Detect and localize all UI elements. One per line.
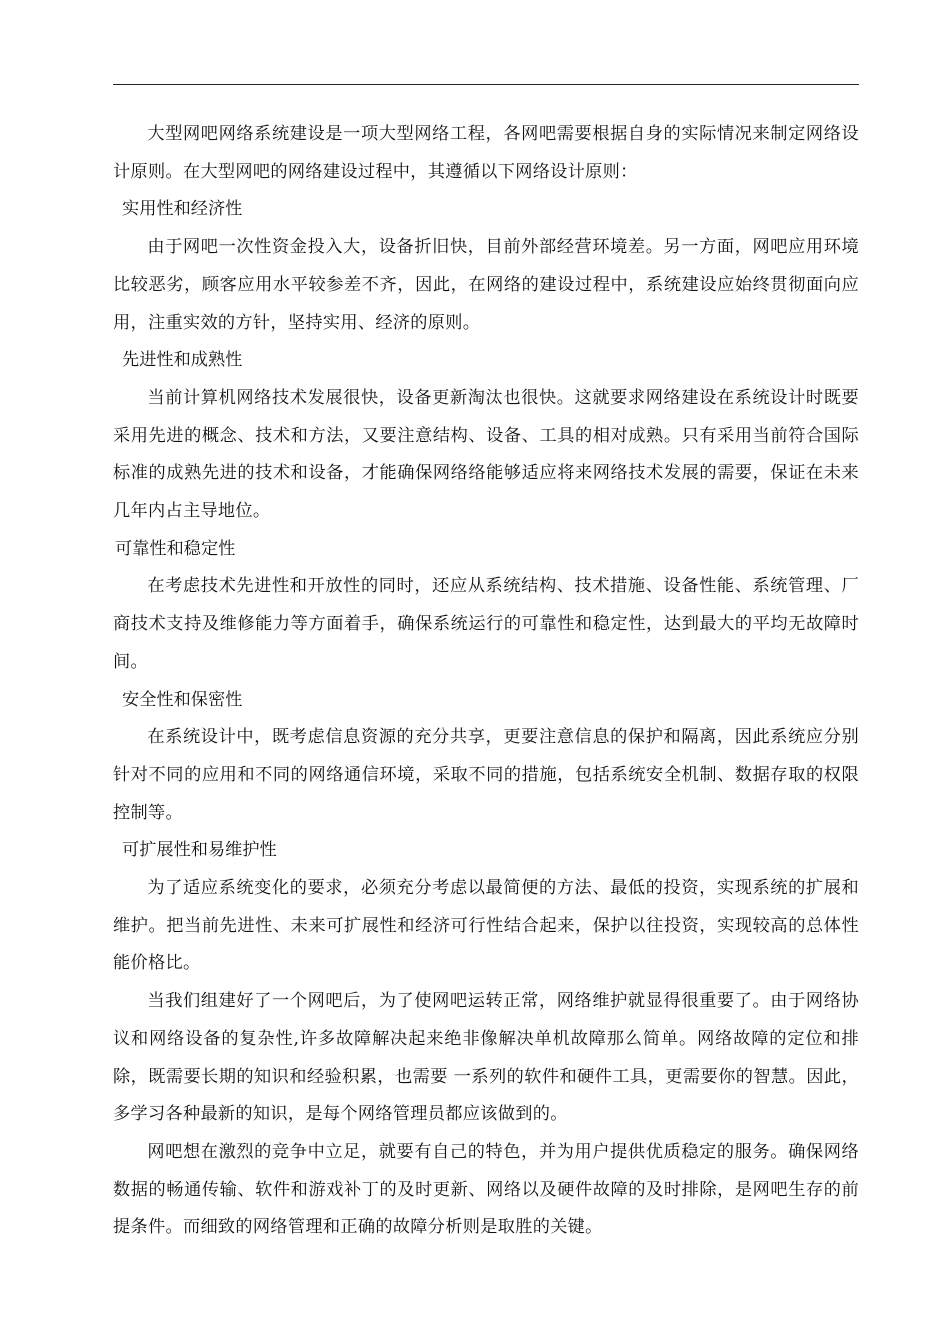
- closing-paragraph-competition: 网吧想在激烈的竞争中立足，就要有自己的特色，并为用户提供优质稳定的服务。确保网络数据的畅通传输、软件和游戏补丁的及时更新、网络以及硬件故障的及时排除，是网吧生存的前提条件。而细致的网络管理和正确的故障分析则是取胜的关键。: [113, 1141, 859, 1238]
- section-body-advancement: 当前计算机网络技术发展很快，设备更新淘汰也很快。这就要求网络建设在系统设计时既要采用先进的概念、技术和方法，又要注意结构、设备、工具的相对成熟。只有采用当前符合国际标准的成熟先进的技术和设备，才能确保网络络能够适应将来网络技术发展的需要，保证在未来几年内占主导地位。: [113, 387, 859, 522]
- section-heading-advancement: 先进性和成熟性: [122, 350, 243, 371]
- section-heading-reliability: 可靠性和稳定性: [115, 538, 236, 559]
- section-body-scalability: 为了适应系统变化的要求，必须充分考虑以最简便的方法、最低的投资，实现系统的扩展和维护。把当前先进性、未来可扩展性和经济可行性结合起来，保护以往投资，实现较高的总体性能价格比。: [113, 878, 859, 974]
- closing-paragraph-maintenance: 当我们组建好了一个网吧后，为了使网吧运转正常，网络维护就显得很重要了。由于网络协议和网络设备的复杂性,许多故障解决起来绝非像解决单机故障那么简单。网络故障的定位和排除，既需要长期的知识和经验积累，也需要 一系列的软件和硬件工具，更需要你的智慧。因此，多学习各种最新的知识，是每个网络管理员都应该做到的。: [113, 991, 859, 1125]
- intro-paragraph: 大型网吧网络系统建设是一项大型网络工程，各网吧需要根据自身的实际情况来制定网络设计原则。在大型网吧的网络建设过程中，其遵循以下网络设计原则：: [113, 124, 859, 182]
- header-rule: [113, 84, 859, 85]
- section-body-reliability: 在考虑技术先进性和开放性的同时，还应从系统结构、技术措施、设备性能、系统管理、厂商技术支持及维修能力等方面着手，确保系统运行的可靠性和稳定性，达到最大的平均无故障时间。: [113, 576, 859, 672]
- document-body: [113, 116, 859, 1247]
- section-heading-security: 安全性和保密性: [122, 689, 243, 710]
- section-heading-scalability: 可扩展性和易维护性: [122, 840, 277, 861]
- section-body-security: 在系统设计中，既考虑信息资源的充分共享，更要注意信息的保护和隔离，因此系统应分别针对不同的应用和不同的网络通信环境，采取不同的措施，包括系统安全机制、数据存取的权限控制等。: [113, 727, 859, 823]
- section-heading-practicality: 实用性和经济性: [122, 199, 243, 220]
- section-body-practicality: 由于网吧一次性资金投入大，设备折旧快，目前外部经营环境差。另一方面，网吧应用环境比较恶劣，顾客应用水平较参差不齐，因此，在网络的建设过程中，系统建设应始终贯彻面向应用，注重实效的方针，坚持实用、经济的原则。: [113, 237, 859, 333]
